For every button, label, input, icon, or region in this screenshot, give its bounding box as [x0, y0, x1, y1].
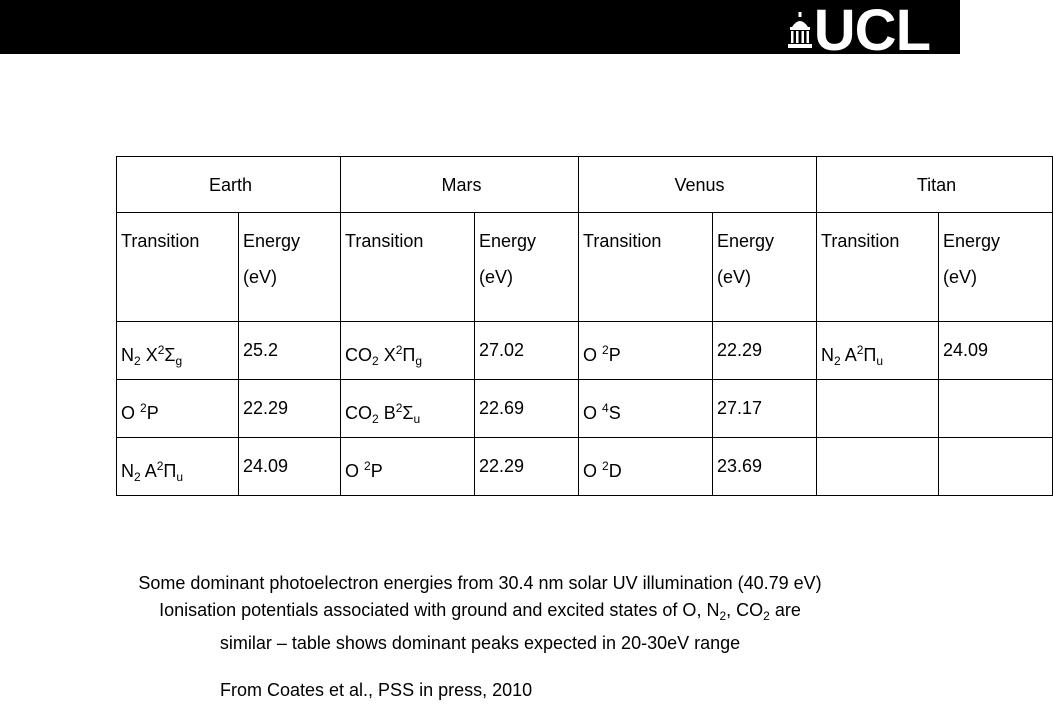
multiplicity: 4 [602, 401, 609, 415]
state-letter: X [145, 345, 158, 365]
state-letter: X [383, 345, 396, 365]
species-subscript: 2 [134, 354, 141, 368]
transition-header: Transition [579, 213, 713, 322]
energy-cell: 22.29 [475, 438, 579, 496]
energy-cell: 27.17 [713, 380, 817, 438]
species: O [583, 345, 598, 365]
energy-header [713, 213, 817, 322]
term-symbol: Π [163, 461, 177, 481]
planet-header-row [117, 157, 1053, 213]
multiplicity: 2 [395, 401, 403, 415]
state-letter: B [383, 403, 396, 423]
planet-header: Mars [341, 157, 579, 213]
energy-cell [939, 380, 1053, 438]
multiplicity: 2 [395, 343, 403, 357]
energy-cell: 22.29 [713, 322, 817, 380]
state-letter: A [844, 345, 857, 365]
energy-header-unit: (eV) [943, 267, 978, 287]
multiplicity: 2 [856, 343, 864, 357]
species: N [121, 461, 134, 481]
species: O [583, 461, 598, 481]
term-symbol: Π [863, 345, 877, 365]
transition-cell [579, 322, 713, 380]
term-symbol: P [370, 461, 383, 481]
species: N [121, 345, 134, 365]
photoelectron-table [116, 156, 1053, 496]
term-symbol: P [146, 403, 159, 423]
energy-header-line: Energy [479, 231, 537, 251]
planet-header: Venus [579, 157, 817, 213]
term-symbol: P [608, 345, 621, 365]
multiplicity: 2 [364, 459, 371, 473]
transition-header: Transition [117, 213, 239, 322]
energy-header [939, 213, 1053, 322]
logo-wordmark: UCL [813, 0, 930, 63]
planet-header: Titan [817, 157, 1053, 213]
source-citation: From Coates et al., PSS in press, 2010 [220, 680, 533, 700]
transition-header: Transition [341, 213, 475, 322]
energy-header-unit: (eV) [243, 267, 278, 287]
energy-cell: 25.2 [239, 322, 341, 380]
term-subscript: g [175, 354, 183, 368]
column-header-row [117, 213, 1053, 322]
energy-cell: 22.29 [239, 380, 341, 438]
transition-cell [117, 322, 239, 380]
transition-cell [579, 438, 713, 496]
multiplicity: 2 [157, 343, 165, 357]
term-symbol: S [608, 403, 621, 423]
species: CO [345, 345, 372, 365]
species-subscript: 2 [134, 470, 141, 484]
caption [0, 570, 960, 657]
header-bar [0, 0, 960, 63]
table-row [117, 322, 1053, 380]
portico-dome-icon [788, 12, 812, 50]
term-symbol: Π [402, 345, 416, 365]
species: O [345, 461, 360, 481]
species: O [121, 403, 136, 423]
energy-cell: 23.69 [713, 438, 817, 496]
multiplicity: 2 [156, 459, 164, 473]
transition-cell [579, 380, 713, 438]
energy-header [239, 213, 341, 322]
energy-header [475, 213, 579, 322]
species: O [583, 403, 598, 423]
transition-cell [817, 322, 939, 380]
table-row [117, 438, 1053, 496]
multiplicity: 2 [140, 401, 147, 415]
caption-line-3: similar – table shows dominant peaks expected in 20-30eV range [219, 633, 741, 653]
energy-cell: 27.02 [475, 322, 579, 380]
table-row [117, 380, 1053, 438]
transition-cell [117, 380, 239, 438]
energy-header-line: Energy [243, 231, 301, 251]
term-symbol: Σ [402, 403, 414, 423]
transition-cell [817, 438, 939, 496]
state-letter: A [144, 461, 157, 481]
transition-cell [341, 438, 475, 496]
transition-cell [817, 380, 939, 438]
transition-cell [341, 322, 475, 380]
species-subscript: 2 [372, 354, 379, 368]
multiplicity: 2 [602, 459, 609, 473]
energy-header-unit: (eV) [479, 267, 514, 287]
term-subscript: u [413, 412, 421, 426]
species-subscript: 2 [372, 412, 379, 426]
transition-cell [117, 438, 239, 496]
term-subscript: u [176, 470, 184, 484]
energy-header-unit: (eV) [717, 267, 752, 287]
energy-header-line: Energy [943, 231, 1001, 251]
transition-header: Transition [817, 213, 939, 322]
caption-line-2: Ionisation potentials associated with ground and excited states of O, $N_2$, $CO_2$ are [159, 600, 801, 623]
term-symbol: Σ [164, 345, 176, 365]
planet-header: Earth [117, 157, 341, 213]
energy-cell: 24.09 [239, 438, 341, 496]
energy-header-line: Energy [717, 231, 775, 251]
term-subscript: g [415, 354, 423, 368]
caption-line-1: Some dominant photoelectron energies from 30.4 nm solar UV illumination (40.79 eV) [138, 573, 822, 593]
species-subscript: 2 [834, 354, 841, 368]
energy-cell: 22.69 [475, 380, 579, 438]
energy-cell: 24.09 [939, 322, 1053, 380]
species: N [821, 345, 835, 365]
energy-cell [939, 438, 1053, 496]
species: CO [345, 403, 372, 423]
ucl-logo [788, 0, 930, 63]
transition-cell [341, 380, 475, 438]
term-subscript: u [876, 354, 884, 368]
multiplicity: 2 [602, 343, 609, 357]
term-symbol: D [608, 461, 622, 481]
